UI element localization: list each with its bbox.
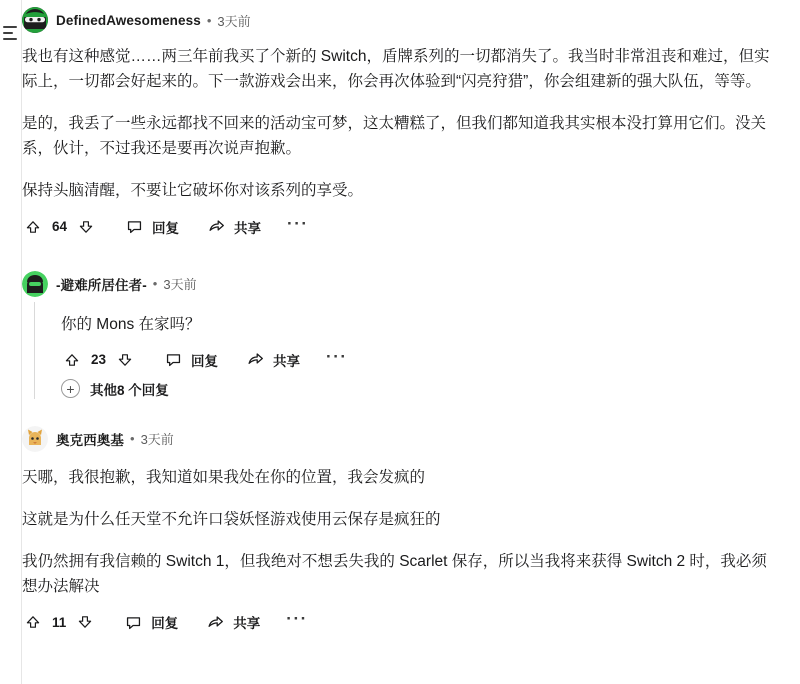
- comments-content: [22, 0, 800, 684]
- left-rail: [0, 0, 22, 684]
- comment-author[interactable]: -避难所居住者-: [56, 277, 147, 293]
- upvote-arrow-icon[interactable]: [61, 349, 83, 371]
- comment-timestamp: 3天前: [140, 432, 174, 448]
- comment-2-actions: [61, 343, 776, 377]
- paragraph: 天哪，我很抱歉，我知道如果我处在你的位置，我会发疯的: [22, 468, 426, 486]
- share-label: 共享: [233, 616, 261, 632]
- comment-2: [22, 270, 776, 399]
- more-replies-label: 其他8 个回复: [90, 382, 169, 398]
- comment-bubble-icon: [162, 349, 184, 371]
- comment-timestamp: 3天前: [163, 277, 197, 293]
- share-label: 共享: [234, 220, 262, 236]
- avatar[interactable]: [22, 7, 48, 33]
- comment-bubble-icon: [122, 611, 144, 633]
- downvote-arrow-icon[interactable]: [114, 349, 136, 371]
- vote-count: 23: [91, 352, 107, 368]
- comment-3-body: [22, 465, 776, 599]
- reply-button[interactable]: [162, 349, 218, 371]
- share-arrow-icon: [244, 349, 266, 371]
- comment-author[interactable]: 奥克西奥基: [56, 432, 124, 448]
- plus-circle-icon: +: [61, 379, 80, 398]
- share-button[interactable]: [205, 216, 261, 238]
- comment-bubble-icon: [123, 216, 145, 238]
- avatar[interactable]: [22, 271, 48, 297]
- share-button[interactable]: [244, 349, 300, 371]
- more-options-button[interactable]: ···: [286, 609, 308, 629]
- downvote-arrow-icon[interactable]: [74, 611, 96, 633]
- comment-1: [22, 0, 776, 244]
- comment-3-actions: [22, 605, 776, 639]
- comment-timestamp: 3天前: [217, 13, 251, 29]
- paragraph: 我仍然拥有我信赖的 Switch 1，但我绝对不想丢失我的 Scarlet 保存，所以当我将来获得 Switch 2 时，我必须想办法解决: [22, 552, 767, 595]
- separator: •: [152, 276, 158, 292]
- spacer: [22, 244, 776, 270]
- more-replies-button[interactable]: [61, 379, 776, 399]
- comment-1-body: [22, 44, 776, 204]
- comment-3: [22, 425, 776, 639]
- hamburger-icon[interactable]: [3, 26, 19, 40]
- comment-2-thread: [34, 302, 776, 399]
- more-options-button[interactable]: ···: [326, 346, 348, 366]
- share-button[interactable]: [204, 611, 260, 633]
- separator: •: [206, 12, 212, 28]
- upvote-arrow-icon[interactable]: [22, 611, 44, 633]
- separator: •: [130, 431, 135, 447]
- avatar[interactable]: [22, 426, 48, 452]
- share-arrow-icon: [205, 216, 227, 238]
- reply-button[interactable]: [123, 216, 179, 238]
- comment-1-header: [22, 6, 776, 34]
- paragraph: 是的，我丢了一些永远都找不回来的活动宝可梦，这太糟糕了，但我们都知道我其实根本没打算用它们。没关系，伙计，不过我还是要再次说声抱歉。: [22, 115, 767, 158]
- reply-label: 回复: [152, 220, 180, 236]
- vote-group: [61, 349, 136, 371]
- comment-1-actions: [22, 210, 776, 244]
- comment-2-header: [22, 270, 776, 298]
- comment-2-body: [61, 302, 776, 337]
- reply-label: 回复: [191, 353, 219, 369]
- paragraph: 保持头脑清醒，不要让它破坏你对该系列的享受。: [22, 182, 364, 200]
- reply-button[interactable]: [122, 611, 178, 633]
- vote-count: 64: [52, 219, 68, 235]
- vote-count: 11: [52, 614, 67, 630]
- reply-label: 回复: [151, 616, 179, 632]
- share-label: 共享: [273, 353, 301, 369]
- paragraph: 这就是为什么任天堂不允许口袋妖怪游戏使用云保存是疯狂的: [22, 510, 441, 528]
- upvote-arrow-icon[interactable]: [22, 216, 44, 238]
- more-options-button[interactable]: ···: [287, 213, 309, 233]
- comment-3-header: [22, 425, 776, 453]
- vote-group: [22, 611, 96, 633]
- vote-group: [22, 216, 97, 238]
- spacer: [22, 399, 776, 425]
- comment-author[interactable]: DefinedAwesomeness: [56, 12, 201, 28]
- paragraph: 我也有这种感觉……两三年前我买了个新的 Switch，盾牌系列的一切都消失了。我当时非常沮丧和难过，但实际上，一切都会好起来的。下一款游戏会出来，你会再次体验到“闪亮狩猎”，你会组建新的强大队伍，等等。: [22, 48, 770, 91]
- downvote-arrow-icon[interactable]: [75, 216, 97, 238]
- paragraph: 你的 Mons 在家吗？: [61, 315, 201, 333]
- share-arrow-icon: [204, 611, 226, 633]
